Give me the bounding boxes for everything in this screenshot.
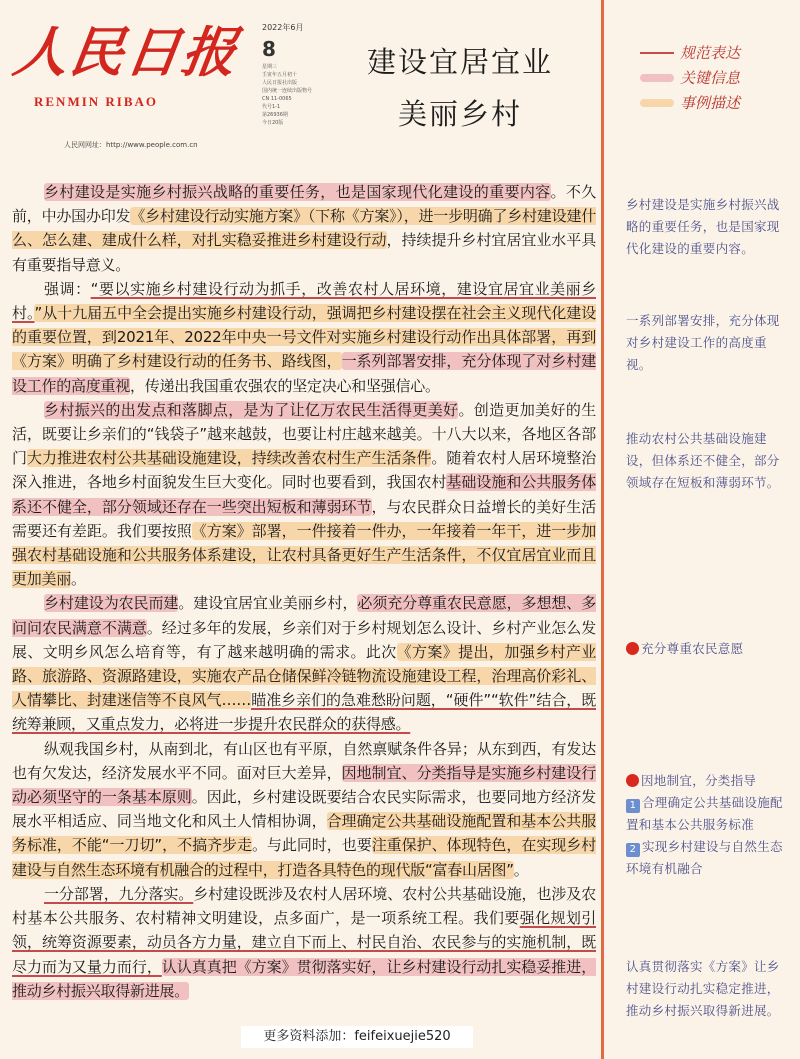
issue-detail: 人民日报社出版 xyxy=(262,80,298,86)
text-run: 乡村建设既涉及农村人居环境、农村公共基础设施，也涉及农村基本公共服务、农村精神文明建设，点多面广，是一项系统工程。我们要 xyxy=(12,884,596,928)
article-paragraph xyxy=(12,180,596,277)
text-run: ，与农民群众日益增长的美好生活需要还有差距。我们要按照 xyxy=(12,497,596,540)
note-text: 推动农村公共基础设施建设，但体系还不健全，部分领域存在短板和薄弱环节。 xyxy=(626,431,780,490)
issue-detail: 壬寅年五月初十 xyxy=(262,72,298,78)
text-run: 。创造更加美好的生活，既要让乡亲们的“钱袋子”越来越鼓，也要让村庄越来越美。十八大以来，各地区各部门 xyxy=(12,400,596,468)
note-2 xyxy=(626,310,792,376)
legend-label: 规范表达 xyxy=(680,44,741,62)
example-highlight: 大力推进农村公共基础设施建设，持续改善农村生产生活条件 xyxy=(26,449,432,468)
legend-item-key-info xyxy=(640,65,790,90)
text-run: 。建设宜居宜业美丽乡村， xyxy=(178,594,358,613)
note-text: 因地制宜，分类指导 xyxy=(641,773,757,788)
issue-detail: 今日20版 xyxy=(262,120,284,126)
legend-label: 关键信息 xyxy=(680,69,741,87)
legend-label: 事例描述 xyxy=(680,94,741,112)
key-info-highlight: 认认真真把《方案》贯彻落实好，让乡村建设行动扎实稳妥推进，推动乡村振兴取得新进展。 xyxy=(12,957,596,1000)
red-dot-icon xyxy=(626,774,639,787)
note-text: 合理确定公共基础设施配置和基本公共服务标准 xyxy=(626,795,783,832)
issue-detail: 代号1-1 xyxy=(262,104,281,110)
legend-line-swatch xyxy=(640,52,674,54)
legend-pink-swatch xyxy=(640,74,674,82)
logo-chinese: 人民日报 xyxy=(9,20,243,84)
key-info-highlight: 乡村建设是实施乡村振兴战略的重要任务，也是国家现代化建设的重要内容 xyxy=(44,183,551,201)
note-text: 一系列部署安排，充分体现对乡村建设工作的高度重视。 xyxy=(626,313,780,372)
example-highlight: 注重保护、体现特色，在实现乡村建设与自然生态环境有机融合的过程中，打造各具特色的现代版“富春山居图” xyxy=(12,836,596,879)
article-paragraph xyxy=(12,591,596,736)
note-4 xyxy=(626,638,792,660)
standard-expression-underline: 一分部署，九分落实。 xyxy=(44,884,194,903)
standard-expression-underline: 强化规划引领，统筹资源要素，动员各方力量，建立自下而上、村民自治、农民参与的实施机制，既尽力而为又量力而行， xyxy=(12,909,596,976)
issue-day: 8 xyxy=(262,37,276,61)
key-info-highlight: 乡村建设为农民而建 xyxy=(44,594,179,613)
article-paragraph xyxy=(12,882,596,1003)
note-5 xyxy=(626,770,792,880)
text-run: 。因此，乡村建设既要结合农民实际需求，也要同地方经济发展水平相适应、同当地文化和风土人情相协调， xyxy=(12,788,596,831)
note-text: 认真贯彻落实《方案》让乡村建设行动扎实稳定推进，推动乡村振兴取得新进展。 xyxy=(626,959,780,1018)
number-2-icon: 2 xyxy=(626,843,640,857)
key-info-highlight: 必须充分尊重农民意愿，多想想、多问问农民满意不满意 xyxy=(12,594,596,637)
number-1-icon: 1 xyxy=(626,799,640,813)
standard-expression-underline: 瞄准乡亲们的急难愁盼问题，“硬件”“软件”结合，既统筹兼顾，又重点发力，必将进一步提升农民群众的获得感。 xyxy=(12,691,596,734)
text-run: 。不久前，中办国办印发 xyxy=(12,183,596,226)
standard-expression-underline: “要以实施乡村建设行动为抓手，改善农村人居环境，建设宜居宜业美丽乡村。 xyxy=(12,279,596,323)
legend-item-standard-expression xyxy=(640,40,790,65)
website-line: 人民网网址：http://www.people.com.cn xyxy=(64,141,198,149)
text-run: ，持续提升乡村宜居宜业水平具有重要指导意义。 xyxy=(12,231,596,274)
issue-weekday: 星期三 xyxy=(262,64,278,70)
text-run: 。 xyxy=(513,860,529,879)
note-text: 充分尊重农民意愿 xyxy=(641,641,744,656)
note-text: 实现乡村建设与自然生态环境有机融合 xyxy=(626,839,783,876)
text-run: 。随着农村人居环境整治深入推进，各地乡村面貌发生巨大变化。同时也要看到，我国农村 xyxy=(12,449,596,492)
key-info-highlight: 一系列部署安排，充分体现了对乡村建设工作的高度重视 xyxy=(12,352,596,395)
newspaper-logo xyxy=(9,20,264,148)
text-run: 纵观我国乡村，从南到北，有山区也有平原，自然禀赋条件各异；从东到西，有发达也有欠发达，经济发展水平不同。面对巨大差异， xyxy=(12,739,596,782)
column-divider xyxy=(601,0,604,1059)
note-1 xyxy=(626,194,792,260)
logo-english: RENMIN RIBAO xyxy=(34,94,159,109)
issue-detail: CN 11-0065 xyxy=(262,96,292,102)
text-run: 。 xyxy=(71,570,86,589)
red-dot-icon xyxy=(626,642,639,655)
issue-detail: 国内统一连续出版物号 xyxy=(262,88,313,94)
title-line-2: 美丽乡村 xyxy=(397,97,522,131)
key-info-highlight: 基础设施和公共服务体系还不健全，部分领域还存在一些突出短板和薄弱环节 xyxy=(12,473,596,516)
highlight-legend xyxy=(640,40,790,115)
title-line-1: 建设宜居宜业 xyxy=(366,45,553,79)
article-paragraph xyxy=(12,398,596,592)
text-run: 强调： xyxy=(44,279,91,298)
article-paragraph xyxy=(12,277,596,398)
example-highlight: 《乡村建设行动实施方案》（下称《方案》），进一步明确了乡村建设建什么、怎么建、建成什么样，对扎实稳妥推进乡村建设行动 xyxy=(12,207,596,250)
key-info-highlight: 因地制宜、分类指导是实施乡村建设行动必须坚守的一条基本原则 xyxy=(12,763,596,807)
issue-detail: 第26936期 xyxy=(262,112,288,118)
key-info-highlight: 乡村振兴的出发点和落脚点，是为了让亿万农民生活得更美好 xyxy=(44,400,459,419)
legend-item-example xyxy=(640,90,790,115)
example-highlight: 合理确定公共基础设施配置和基本公共服务标准，不能“一刀切”，不搞齐步走 xyxy=(12,812,596,855)
text-run: ，传递出我国重农强农的坚定决心和坚强信心。 xyxy=(130,376,440,395)
contact-watermark: 更多资料添加：feifeixuejie520 xyxy=(241,1026,473,1048)
text-run: 。与此同时，也要 xyxy=(251,836,372,855)
note-6 xyxy=(626,956,792,1022)
text-run: 。经过多年的发展，乡亲们对于乡村规划怎么设计、乡村产业怎么发展、文明乡风怎么培育等，有了越来越明确的需求。此次 xyxy=(12,618,596,661)
example-highlight: 《方案》部署，一件接着一件办，一年接着一年干，进一步加强农村基础设施和公共服务体系建设，让农村具备更好生产生活条件，不仅宜居宜业而且更加美丽 xyxy=(12,521,596,589)
issue-info xyxy=(262,22,322,140)
article-body xyxy=(12,180,596,1003)
example-highlight: 《方案》提出，加强乡村产业路、旅游路、资源路建设，实施农产品仓储保鲜冷链物流设施建设工程，治理高价彩礼、人情攀比、封建迷信等不良风气…… xyxy=(12,642,596,710)
note-text: 乡村建设是实施乡村振兴战略的重要任务，也是国家现代化建设的重要内容。 xyxy=(626,197,780,256)
legend-orange-swatch xyxy=(640,99,674,107)
article-title xyxy=(330,36,590,140)
example-highlight: ”从十九届五中全会提出实施乡村建设行动，强调把乡村建设摆在社会主义现代化建设的重要位置，到2021年、2022年中央一号文件对实施乡村建设行动作出具体部署，再到《方案》明确了乡村建设行动的任务书、路线图， xyxy=(12,304,596,371)
issue-year-month: 2022年6月 xyxy=(262,23,304,32)
note-3 xyxy=(626,428,792,494)
article-paragraph xyxy=(12,737,596,882)
